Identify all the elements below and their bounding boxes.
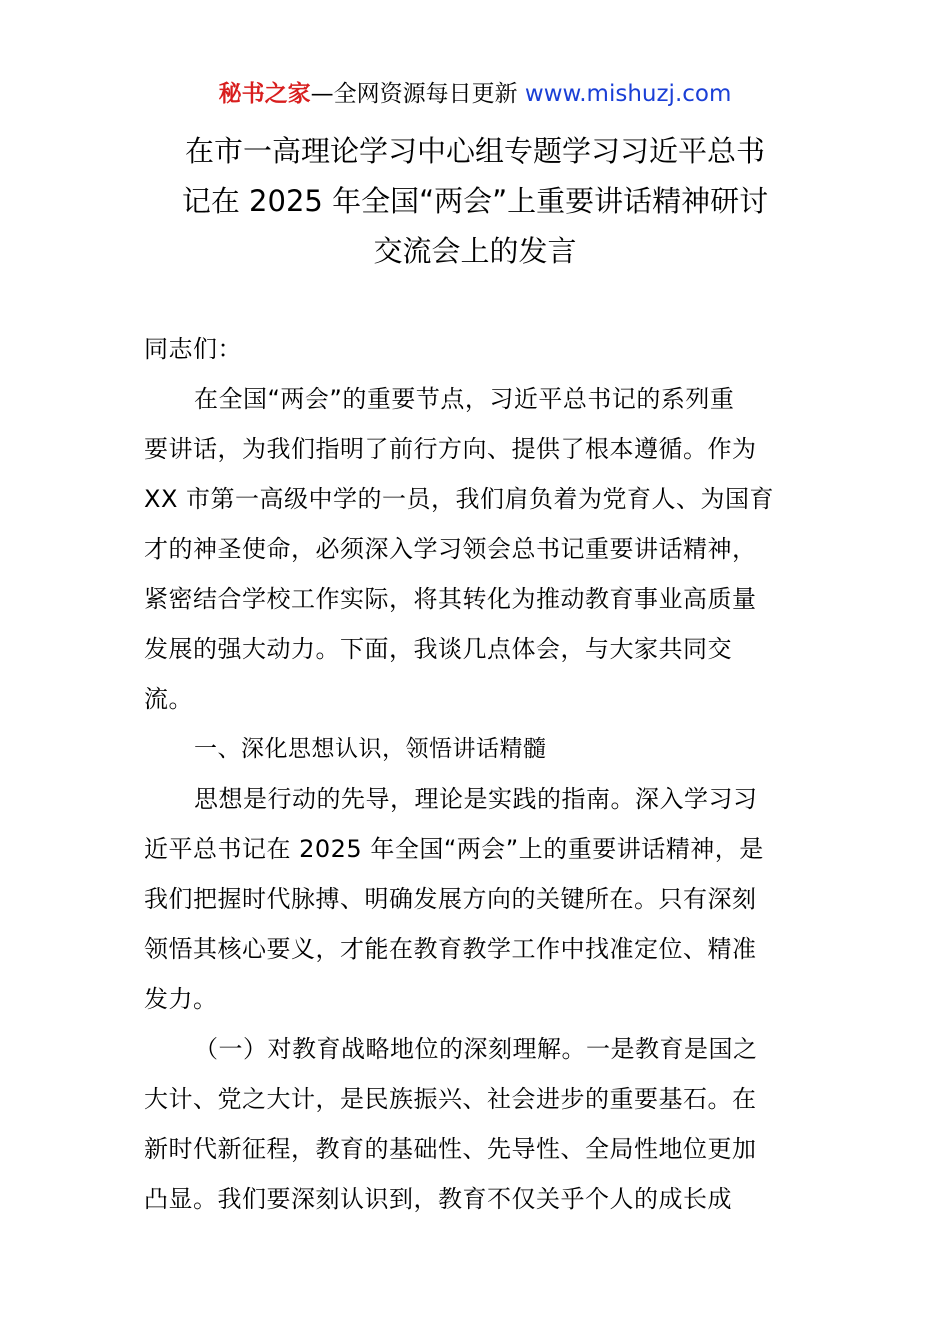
- paragraph-line: 思想是行动的先导，理论是实践的指南。深入学习习: [194, 785, 758, 813]
- paragraph-line: 才的神圣使命，必须深入学习领会总书记重要讲话精神，: [144, 535, 757, 563]
- site-tagline: —全网资源每日更新: [310, 81, 525, 107]
- paragraph-line: 流。: [144, 685, 193, 713]
- site-brand: 秘书之家: [218, 81, 311, 107]
- paragraph-line: 凸显。我们要深刻认识到，教育不仅关乎个人的成长成: [144, 1185, 732, 1213]
- salutation: 同志们：: [144, 335, 242, 363]
- paragraph-line: 发展的强大动力。下面，我谈几点体会，与大家共同交: [144, 635, 732, 663]
- paragraph-line: 领悟其核心要义，才能在教育教学工作中找准定位、精准: [144, 935, 757, 963]
- site-url[interactable]: www.mishuzj.com: [524, 81, 732, 107]
- paragraph-line: 要讲话，为我们指明了前行方向、提供了根本遵循。作为: [144, 435, 757, 463]
- section-heading: 一、深化思想认识，领悟讲话精髓: [194, 736, 547, 762]
- title-line: 交流会上的发言: [373, 234, 577, 268]
- paragraph-line: 新时代新征程，教育的基础性、先导性、全局性地位更加: [144, 1135, 757, 1163]
- title-line: 在市一高理论学习中心组专题学习习近平总书: [184, 134, 765, 168]
- document-body: [144, 324, 808, 1224]
- paragraph-line: 紧密结合学校工作实际，将其转化为推动教育事业高质量: [144, 585, 757, 613]
- paragraph-line: XX 市第一高级中学的一员，我们肩负着为党育人、为国育: [144, 485, 775, 513]
- paragraph-line: （一）对教育战略地位的深刻理解。一是教育是国之: [194, 1035, 758, 1063]
- paragraph-line: 发力。: [144, 985, 218, 1013]
- title-line: 记在 2025 年全国“两会”上重要讲话精神研讨: [181, 184, 769, 218]
- paragraph-line: 我们把握时代脉搏、明确发展方向的关键所在。只有深刻: [144, 885, 757, 913]
- paragraph-line: 大计、党之大计，是民族振兴、社会进步的重要基石。在: [144, 1085, 757, 1113]
- paragraph-line: 在全国“两会”的重要节点，习近平总书记的系列重: [194, 385, 735, 413]
- paragraph-line: 近平总书记在 2025 年全国“两会”上的重要讲话精神，是: [144, 835, 764, 863]
- document-title: [130, 126, 820, 276]
- site-header: [0, 78, 950, 110]
